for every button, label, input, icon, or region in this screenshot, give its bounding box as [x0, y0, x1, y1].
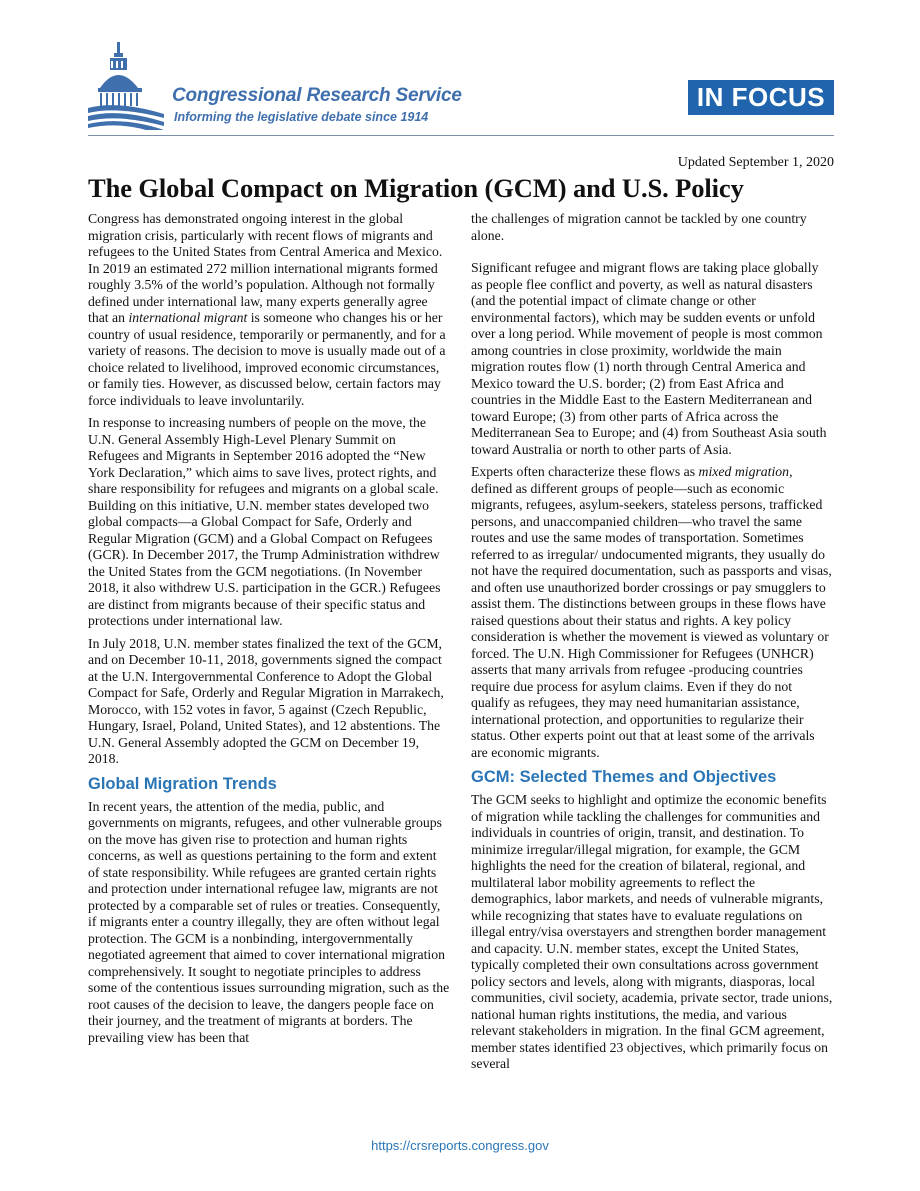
in-focus-badge: IN FOCUS	[688, 80, 834, 115]
header-divider	[88, 135, 834, 136]
paragraph-gcm-adoption: In July 2018, U.N. member states finalized the text of the GCM, and on December 10-11, 2018, governments signed the compact at the U.N. Intergovernmental Conference to Adopt the Global Compact for Safe, Orderly and Regular Migration in Marrakech, Morocco, with 152 votes in favor, 5 against (Czech Republic, Hungary, Israel, Poland, United States), and 12 abstentions. The U.N. General Assembly adopted the GCM on December 19, 2018.	[88, 635, 444, 766]
footer-url-link[interactable]: https://crsreports.congress.gov	[371, 1138, 549, 1153]
paragraph-migration-routes: Significant refugee and migrant flows are taking place globally as people flee conflict and poverty, as well as natural disasters (and the potential impact of climate change or other environmental factors), which may be sudden events or unfold over a long period. While movement of people is most common among countries in close proximity, worldwide the main migration routes flow (1) north through Central America and Mexico toward the U.S. border; (2) from East Africa and countries in the Middle East to the Eastern Mediterranean and toward Europe; (3) from other parts of Africa across the Mediterranean Sea to Europe; and (4) from Southeast Asia south toward Australia or north to other parts of Asia.	[471, 260, 827, 457]
defined-term: international migrant	[128, 310, 248, 325]
section-heading-gcm-themes: GCM: Selected Themes and Objectives	[471, 768, 777, 786]
org-name: Congressional Research Service	[172, 85, 462, 106]
capitol-dome-icon	[88, 40, 164, 130]
defined-term: mixed migration	[698, 464, 790, 479]
text-run: , defined as different groups of people—such as economic migrants, refugees, asylum-seekers, stateless persons, trafficked persons, and unaccompanied children—who travel the same routes and use the same modes of transportation. Sometimes referred to as irregular/ undocumented migrants, they usually do not have the required documentation, such as passports and visas, and often use unauthorized border crossings or pay smugglers to assist them. The distinctions between groups in these flows have raised questions about their status and rights. A key policy consideration is whether the movement is viewed as voluntary or forced. The U.N. High Commissioner for Refugees (UNHCR) asserts that many arrivals from refugee -producing countries require due process for asylum claims. Even if they do not qualify as refugees, they may need humanitarian assistance, international protection, and opportunities to regularize their status. Other experts point out that at least some of the arrivals are economic migrants.	[471, 464, 832, 760]
right-column	[471, 211, 833, 1079]
section-heading-global-migration-trends: Global Migration Trends	[88, 774, 277, 793]
paragraph-intro	[88, 211, 450, 409]
page-header	[88, 38, 834, 138]
paragraph-continued: the challenges of migration cannot be tackled by one country alone.	[471, 211, 807, 243]
paragraph-gcm-themes: The GCM seeks to highlight and optimize the economic benefits of migration while tackling the challenges for communities and individuals in countries of origin, transit, and destination. To minimize irregular/illegal migration, for example, the GCM highlights the need for the creation of bilateral, regional, and multilateral labor mobility agreements to reflect the demographics, labor markets, and needs of vulnerable migrants, while recognizing that states have to evaluate regulations on illegal entry/visa overstayers and strengthen border management and capacity. U.N. member states, except the United States, typically completed their own consultations across government policy sectors and levels, along with migrants, diasporas, local communities, civil society, academia, private sector, trade unions, national human rights institutions, the media, and various relevant stakeholders in migration. In the final GCM agreement, member states identified 23 objectives, which primarily focus on several	[471, 792, 833, 1071]
text-run: is someone who changes his or her country of usual residence, temporarily or permanently, and for a variety of reasons. The decision to move is usually made out of a choice related to livelihood, improved economic circumstances, or family ties. However, as discussed below, certain factors may force individuals to leave involuntarily.	[88, 310, 446, 408]
org-tagline: Informing the legislative debate since 1914	[174, 110, 429, 124]
text-run: Experts often characterize these flows as	[471, 464, 699, 479]
left-column	[88, 211, 450, 1052]
paragraph-mixed-migration	[471, 464, 833, 761]
text-run: Congress has demonstrated ongoing interest in the global migration crisis, particularly with recent flows of migrants and refugees to the United States from Central America and Mexico. In 2019 an estimated 272 million international migrants formed roughly 3.5% of the world’s population. Although not formally defined under international law, many experts generally agree that an	[88, 211, 443, 325]
updated-date: Updated September 1, 2020	[677, 155, 834, 170]
paragraph-trends: In recent years, the attention of the media, public, and governments on migrants, refugees, and other vulnerable groups on the move has given rise to protection and human rights concerns, as well as questions pertaining to the form and extent of state responsibility. While refugees are granted certain rights and protection under international refugee law, migrants are not protected by a comparable set of rules or treaties. Consequently, if migrants enter a country illegally, they are often without legal protection. The GCM is a nonbinding, intergovernmentally negotiated agreement that aimed to cover international migration comprehensively. It sought to negotiate principles to address some of the contentious issues surrounding migration, such as the root causes of the decision to leave, the dangers people face on their journey, and the treatment of migrants at borders. The prevailing view has been that	[88, 798, 450, 1045]
paragraph-new-york-declaration: In response to increasing numbers of people on the move, the U.N. General Assembly High-Level Plenary Summit on Refugees and Migrants in September 2016 adopted the “New York Declaration,” which aims to save lives, protect rights, and share responsibility for refugees and migrants on a global scale. Building on this initiative, U.N. member states developed two global compacts—a Global Compact for Safe, Orderly and Regular Migration (GCM) and a Global Compact on Refugees (GCR). In December 2017, the Trump Administration withdrew the United States from the GCM negotiations. (In November 2018, it also withdrew U.S. participation in the GCR.) Refugees are distinct from migrants because of their specific status and protections under international law.	[88, 415, 441, 628]
page-title: The Global Compact on Migration (GCM) and U.S. Policy	[88, 173, 744, 203]
